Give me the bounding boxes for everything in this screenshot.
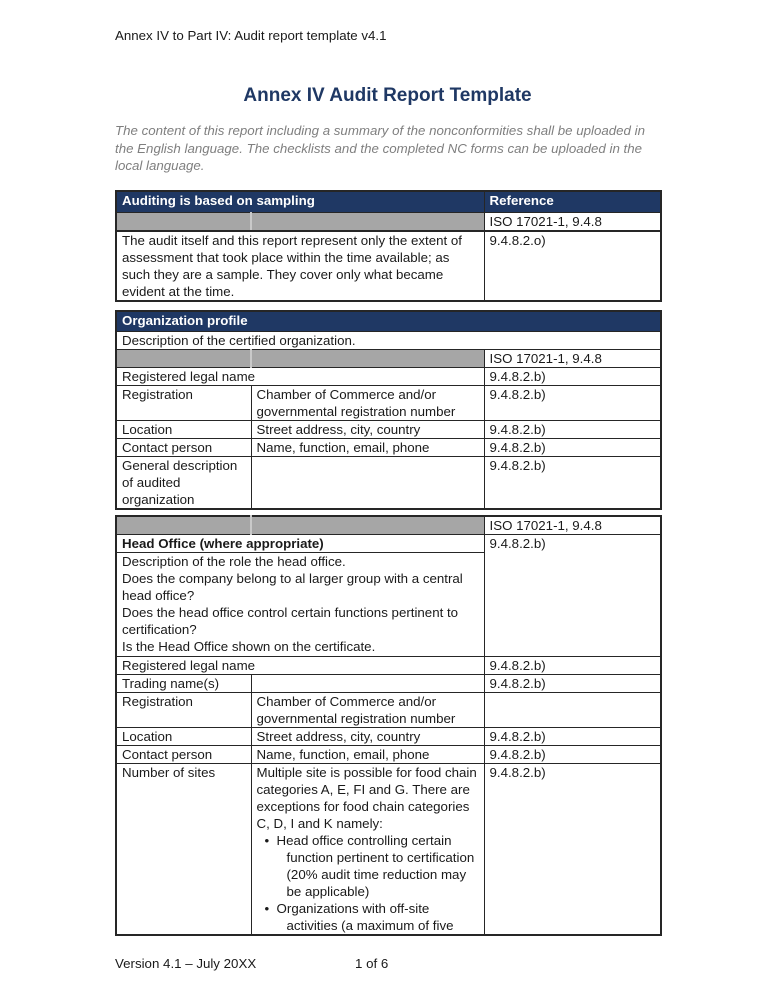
- row-label-cell: Registration: [116, 693, 251, 728]
- reference-cell: 9.4.8.2.o): [484, 231, 661, 301]
- sampling-shaded-row: [116, 212, 661, 231]
- organization-description: Description of the certified organization.: [116, 331, 661, 349]
- table-row: [116, 456, 661, 509]
- row-label-cell: Registered legal name: [116, 657, 484, 675]
- head-office-line: Does the company belong to al larger group with a central head office?: [122, 571, 463, 603]
- intro-paragraph: The content of this report including a summary of the nonconformities shall be uploaded in the English language. The checklists and the completed NC forms can be uploaded in the local language.: [115, 123, 645, 173]
- row-value-cell: Name, function, email, phone: [251, 746, 484, 764]
- document-header: Annex IV to Part IV: Audit report template v4.1: [115, 28, 387, 43]
- table-row: [116, 693, 661, 728]
- row-value-cell: Street address, city, country: [251, 728, 484, 746]
- shaded-fill-cell[interactable]: [251, 516, 484, 535]
- row-label-cell: Location: [116, 728, 251, 746]
- footer-version: Version 4.1 – July 20XX: [115, 956, 257, 971]
- row-reference-cell: 9.4.8.2.b): [484, 456, 661, 509]
- bullet-text: Head office controlling certain function pertinent to certification (20% audit time reduction may be applicable): [276, 833, 475, 899]
- row-reference-cell: 9.4.8.2.b): [484, 675, 661, 693]
- row-reference-cell: 9.4.8.2.b): [484, 535, 661, 657]
- row-value-cell: Chamber of Commerce and/or governmental registration number: [251, 385, 484, 420]
- row-value-cell: Name, function, email, phone: [251, 438, 484, 456]
- row-value-cell: Chamber of Commerce and/or governmental registration number: [251, 693, 484, 728]
- bullet-text: Organizations with off-site activities (a maximum of five: [276, 901, 454, 933]
- head-office-title-row: [116, 535, 661, 553]
- row-reference-cell: 9.4.8.2.b): [484, 764, 661, 936]
- table-row: [116, 385, 661, 420]
- sampling-table-title: Auditing is based on sampling: [116, 191, 484, 212]
- table-row: [116, 420, 661, 438]
- head-office-line: Does the head office control certain functions pertinent to certification?: [122, 605, 459, 637]
- iso-reference-cell: ISO 17021-1, 9.4.8: [484, 349, 661, 367]
- head-office-title: Head Office (where appropriate): [116, 535, 484, 553]
- number-of-sites-row: [116, 764, 661, 936]
- head-office-shaded-row: [116, 516, 661, 535]
- iso-reference-cell: ISO 17021-1, 9.4.8: [484, 516, 661, 535]
- footer-page-number: 1 of 6: [355, 956, 389, 971]
- row-label-cell: Location: [116, 420, 251, 438]
- row-reference-cell: [484, 693, 661, 728]
- organization-header-row: [116, 311, 661, 331]
- shaded-fill-cell[interactable]: [116, 349, 251, 367]
- shaded-fill-cell[interactable]: [116, 516, 251, 535]
- row-label-cell: Registration: [116, 385, 251, 420]
- row-reference-cell: 9.4.8.2.b): [484, 746, 661, 764]
- page-title: Annex IV Audit Report Template: [243, 85, 532, 106]
- bullet-item: • Organizations with off-site activities (a maximum of five: [264, 901, 454, 933]
- reference-column-header: Reference: [484, 191, 661, 212]
- head-office-line: Is the Head Office shown on the certificate.: [122, 639, 376, 654]
- organization-description-row: [116, 331, 661, 349]
- shaded-fill-cell[interactable]: [251, 349, 484, 367]
- table-row: [116, 657, 661, 675]
- row-value-cell: Street address, city, country: [251, 420, 484, 438]
- table-row: [116, 438, 661, 456]
- row-reference-cell: 9.4.8.2.b): [484, 385, 661, 420]
- organization-profile-table: [115, 310, 662, 510]
- sampling-body-row: [116, 231, 661, 301]
- row-reference-cell: 9.4.8.2.b): [484, 438, 661, 456]
- head-office-line: Description of the role the head office.: [122, 554, 346, 569]
- row-label-cell: Contact person: [116, 438, 251, 456]
- row-label-cell: Contact person: [116, 746, 251, 764]
- row-reference-cell: 9.4.8.2.b): [484, 367, 661, 385]
- row-value-cell empty-fill-cell[interactable]: [251, 675, 484, 693]
- table-row: [116, 746, 661, 764]
- organization-shaded-row: [116, 349, 661, 367]
- sampling-header-row: [116, 191, 661, 212]
- sampling-table: [115, 190, 662, 302]
- row-value-cell empty-fill-cell[interactable]: [251, 456, 484, 509]
- row-reference-cell: 9.4.8.2.b): [484, 420, 661, 438]
- table-row: [116, 675, 661, 693]
- bullet-item: • Head office controlling certain function pertinent to certification (20% audit time reduction may be applicable): [264, 833, 475, 899]
- sampling-body-text: The audit itself and this report represent only the extent of assessment that took place within the time available; as such they are a sample. They cover only what became evident at the time.: [116, 231, 484, 301]
- head-office-description: [116, 553, 484, 657]
- number-of-sites-value-cell: [251, 764, 484, 936]
- number-of-sites-intro: Multiple site is possible for food chain categories A, E, FI and G. There are exceptions for food chain categories C, D, I and K namely:: [256, 765, 477, 831]
- shaded-fill-cell[interactable]: [116, 212, 251, 231]
- row-label-cell: Registered legal name: [116, 367, 484, 385]
- head-office-table: [115, 515, 662, 936]
- row-reference-cell: 9.4.8.2.b): [484, 657, 661, 675]
- organization-table-title: Organization profile: [116, 311, 661, 331]
- table-row: [116, 367, 661, 385]
- row-reference-cell: 9.4.8.2.b): [484, 728, 661, 746]
- table-row: [116, 728, 661, 746]
- shaded-fill-cell[interactable]: [251, 212, 484, 231]
- row-label-cell: General description of audited organization: [116, 456, 251, 509]
- iso-reference-cell: ISO 17021-1, 9.4.8: [484, 212, 661, 231]
- row-label-cell: Trading name(s): [116, 675, 251, 693]
- row-label-cell: Number of sites: [116, 764, 251, 936]
